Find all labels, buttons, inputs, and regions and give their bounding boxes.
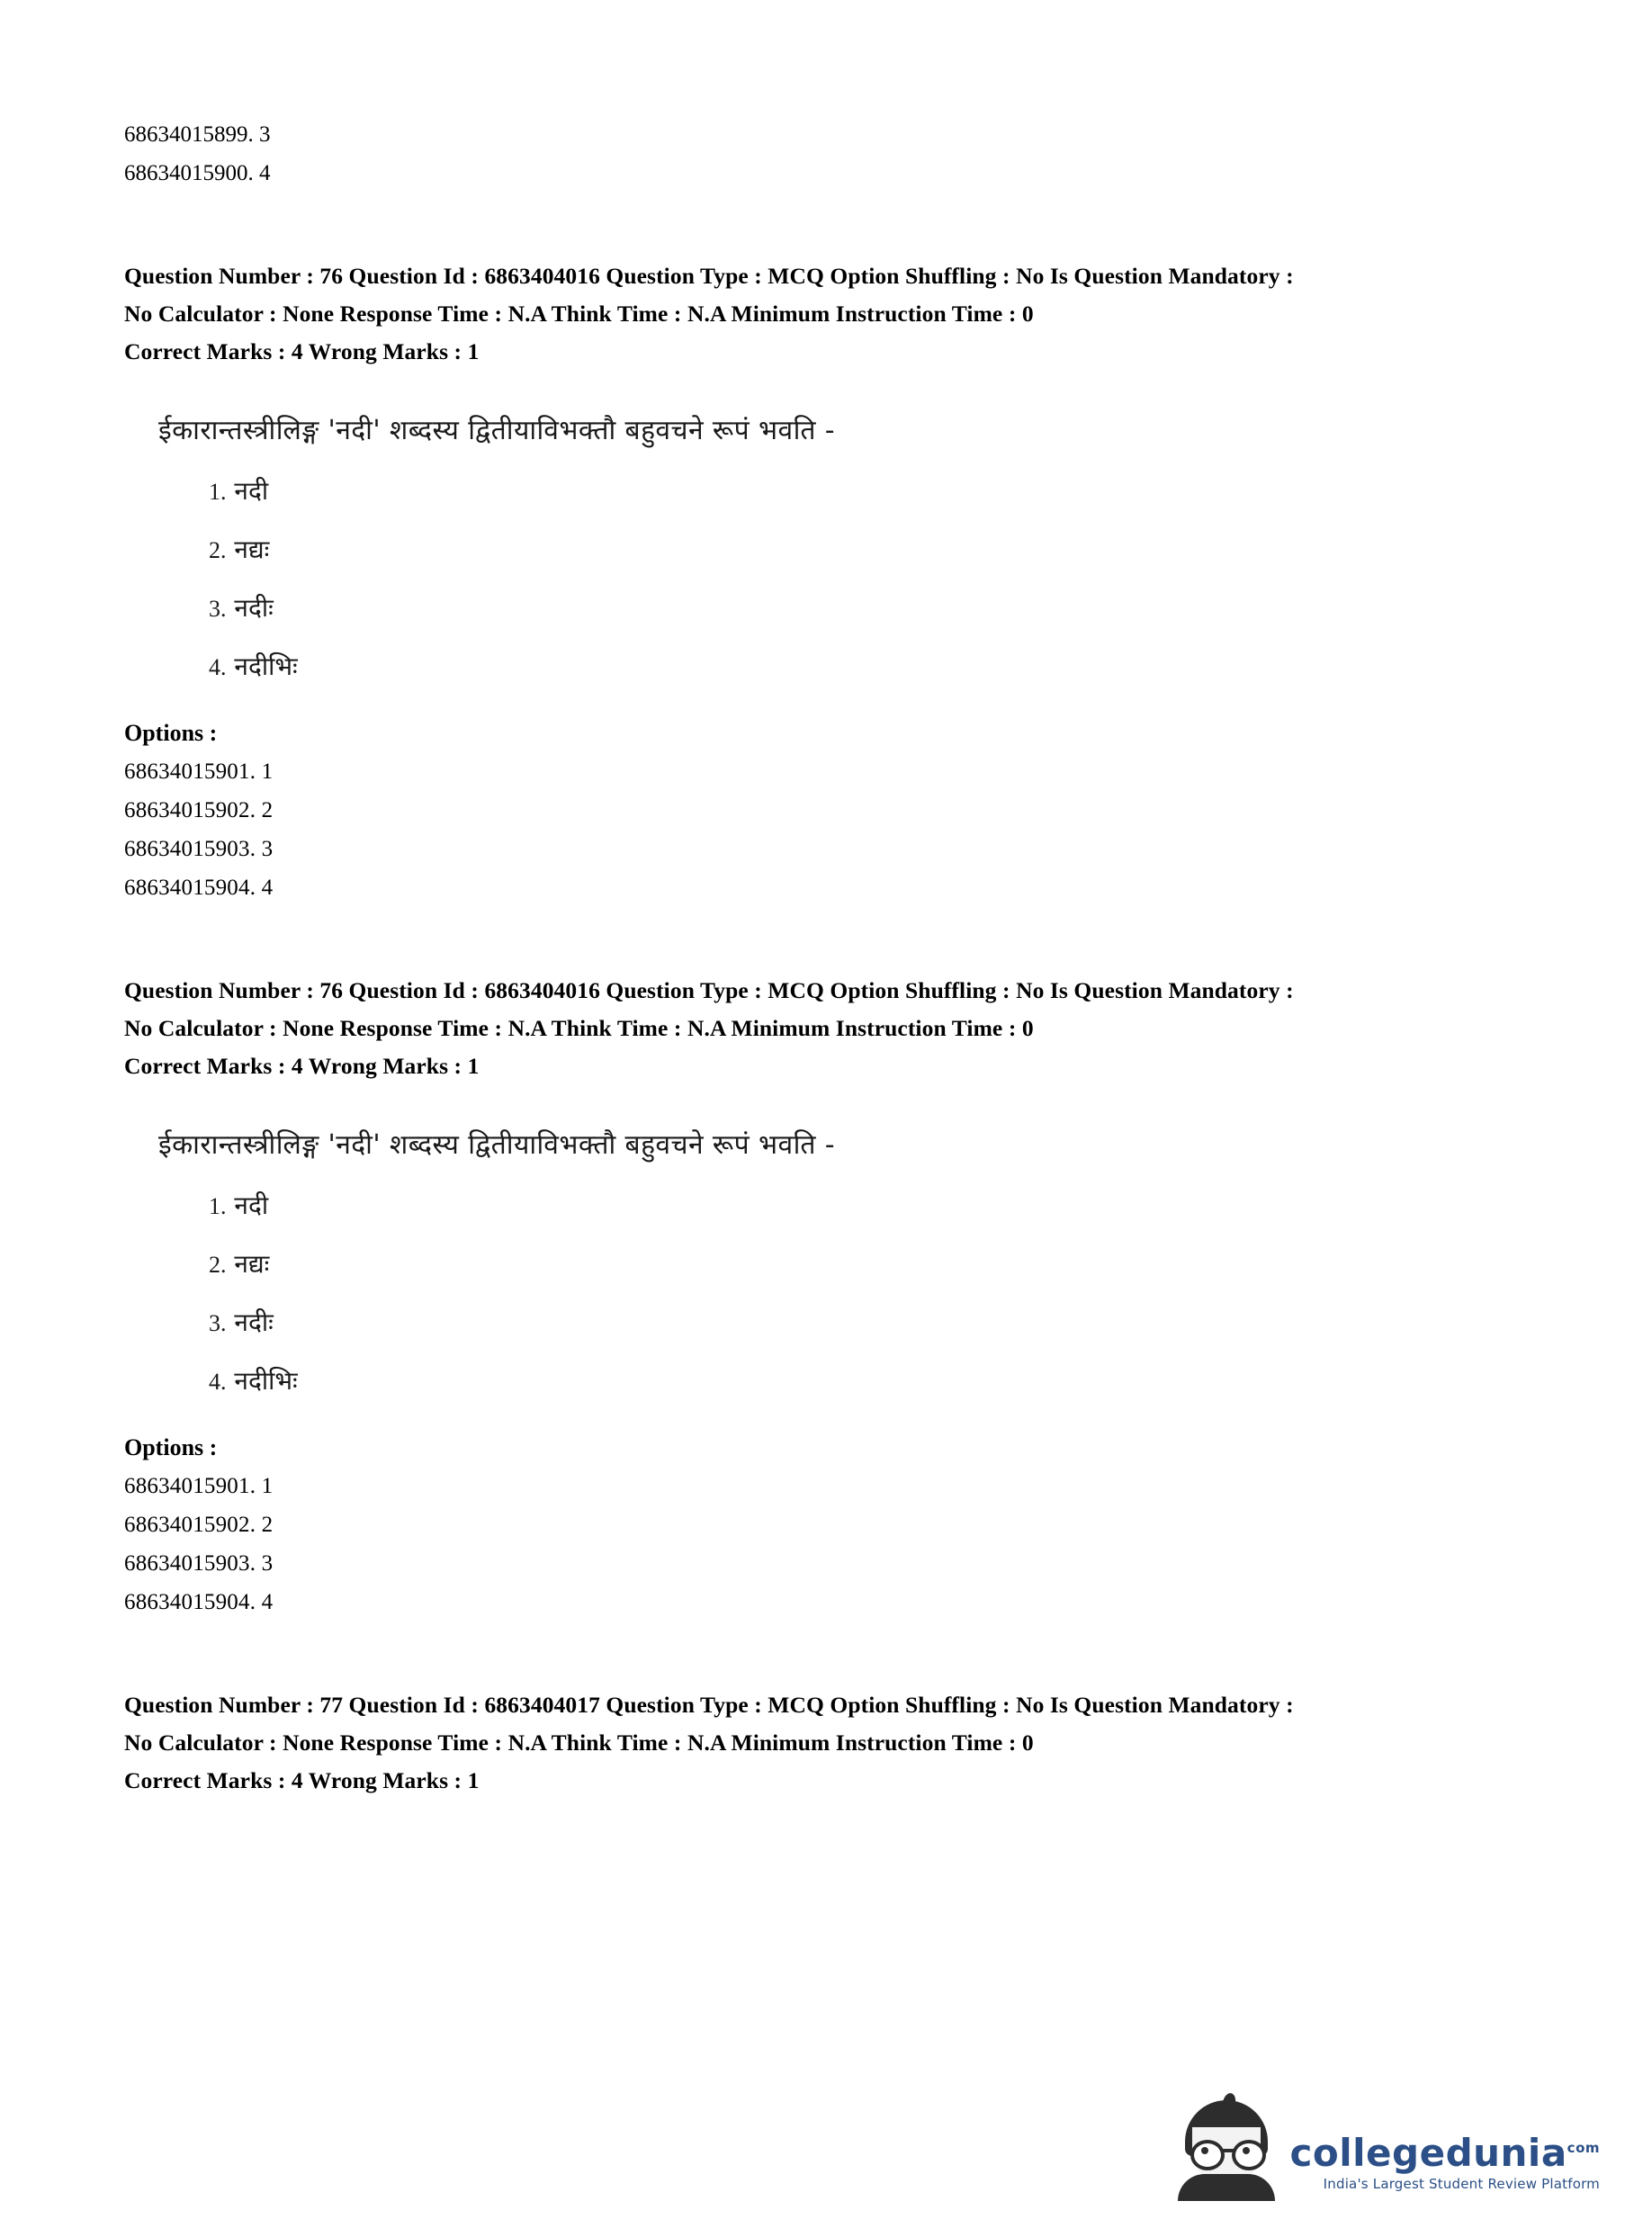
choice-text: नदीभिः (234, 1366, 298, 1396)
collegedunia-watermark (1176, 2100, 1600, 2197)
spacer (124, 1622, 1528, 1686)
choice-number: 2. (209, 537, 227, 563)
choice-item (209, 1307, 1528, 1340)
choice-item (209, 1365, 1528, 1398)
question-meta (124, 972, 1528, 1085)
top-option-codes (124, 115, 1528, 193)
choice-item (209, 1248, 1528, 1281)
option-code-line: 68634015902. 2 (124, 1513, 274, 1537)
logo-tagline: India's Largest Student Review Platform (1323, 2176, 1600, 2192)
question-meta-line: No Calculator : None Response Time : N.A Think Time : N.A Minimum Instruction Time : 0 (124, 301, 1034, 327)
question-meta-line: No Calculator : None Response Time : N.A Think Time : N.A Minimum Instruction Time : 0 (124, 1015, 1034, 1041)
choice-text: नदीः (234, 1307, 274, 1337)
choice-text: नद्यः (234, 535, 270, 564)
option-code-line: 68634015904. 4 (124, 876, 274, 900)
option-codes (124, 752, 1528, 907)
choice-item (209, 1190, 1528, 1223)
choice-number: 1. (209, 479, 227, 505)
choice-number: 2. (209, 1252, 227, 1278)
choice-item (209, 592, 1528, 625)
question-meta-line: Question Number : 76 Question Id : 6863404016 Question Type : MCQ Option Shuffling : No Is Question Mandatory : (124, 263, 1294, 289)
options-label: Options : (124, 720, 218, 746)
choice-text: नदी (234, 1190, 269, 1220)
option-code-line: 68634015904. 4 (124, 1590, 274, 1614)
option-codes (124, 1467, 1528, 1622)
choice-text: नद्यः (234, 1249, 270, 1279)
question-meta-line: Correct Marks : 4 Wrong Marks : 1 (124, 1053, 480, 1079)
question-image (158, 414, 1528, 684)
choice-text: नदी (234, 476, 269, 506)
mascot-icon (1176, 2100, 1277, 2197)
question-meta (124, 1686, 1528, 1800)
option-code-line: 68634015901. 1 (124, 759, 274, 784)
logo-text (1289, 2127, 1600, 2197)
question-meta-line: Question Number : 77 Question Id : 6863404017 Question Type : MCQ Option Shuffling : No Is Question Mandatory : (124, 1692, 1294, 1718)
choice-number: 3. (209, 596, 227, 622)
question-stem-text: ईकारान्तस्त्रीलिङ्ग 'नदी' शब्दस्य द्वितीयाविभक्तौ बहुवचने रूपं भवति - (158, 1129, 836, 1161)
option-code-line: 68634015901. 1 (124, 1474, 274, 1498)
choice-item (209, 475, 1528, 508)
options-label: Options : (124, 1434, 218, 1460)
question-block (124, 257, 1528, 907)
question-meta (124, 257, 1528, 371)
option-code-line: 68634015902. 2 (124, 798, 274, 822)
logo-wordmark (1289, 2127, 1600, 2174)
choice-number: 4. (209, 654, 227, 680)
choice-number: 4. (209, 1369, 227, 1395)
spacer (124, 907, 1528, 972)
choice-item (209, 534, 1528, 567)
question-image (158, 1128, 1528, 1398)
question-block (124, 972, 1528, 1622)
spacer (124, 193, 1528, 257)
logo-sup-text: com (1567, 2140, 1600, 2156)
logo-main-text: collegedunia (1289, 2131, 1567, 2175)
option-code-line: 68634015903. 3 (124, 1551, 274, 1576)
question-meta-line: Correct Marks : 4 Wrong Marks : 1 (124, 338, 480, 364)
choice-number: 1. (209, 1193, 227, 1219)
question-stem-text: ईकारान्तस्त्रीलिङ्ग 'नदी' शब्दस्य द्वितीयाविभक्तौ बहुवचने रूपं भवति - (158, 415, 836, 446)
question-choices (209, 1190, 1528, 1398)
choice-number: 3. (209, 1310, 227, 1336)
option-code-line: 68634015903. 3 (124, 837, 274, 861)
question-meta-line: No Calculator : None Response Time : N.A Think Time : N.A Minimum Instruction Time : 0 (124, 1729, 1034, 1756)
document-content (124, 115, 1528, 1800)
option-code-line: 68634015899. 3 (124, 122, 271, 147)
question-block (124, 1686, 1528, 1800)
option-code-line: 68634015900. 4 (124, 161, 271, 185)
question-meta-line: Question Number : 76 Question Id : 6863404016 Question Type : MCQ Option Shuffling : No Is Question Mandatory : (124, 977, 1294, 1003)
question-choices (209, 475, 1528, 684)
question-meta-line: Correct Marks : 4 Wrong Marks : 1 (124, 1767, 480, 1793)
choice-item (209, 651, 1528, 684)
choice-text: नदीः (234, 593, 274, 623)
choice-text: नदीभिः (234, 651, 298, 681)
